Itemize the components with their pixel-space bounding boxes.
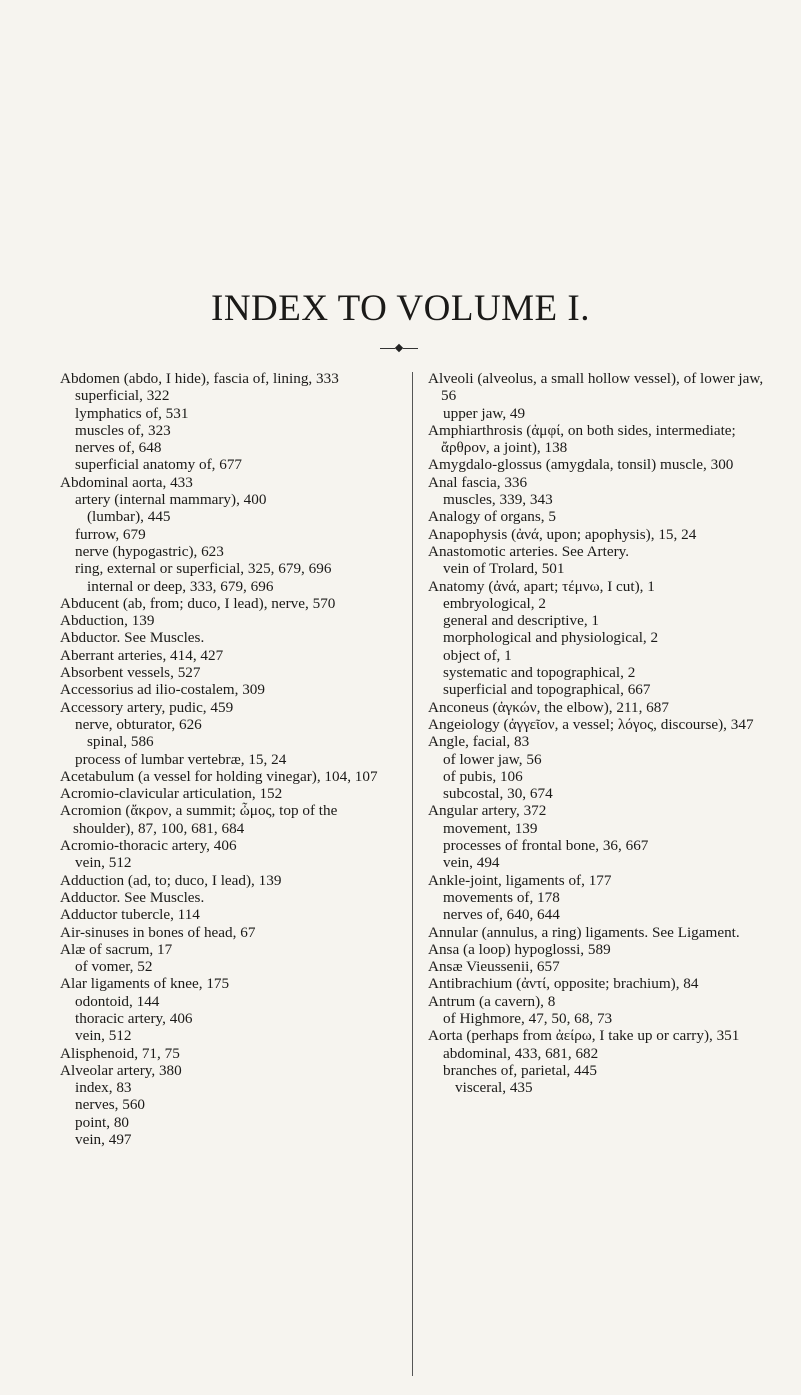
- index-entry: nerves of, 640, 644: [443, 906, 560, 924]
- index-entry: Abduction, 139: [60, 612, 155, 630]
- index-entry: Amphiarthrosis (ἀμφί, on both sides, intermediate; ἄρθρον, a joint), 138: [428, 421, 736, 457]
- column-divider: [412, 372, 413, 1376]
- index-entry: Antibrachium (ἀντί, opposite; brachium), 84: [428, 975, 699, 993]
- index-entry: Ankle-joint, ligaments of, 177: [428, 871, 612, 889]
- index-entry: point, 80: [75, 1113, 130, 1131]
- index-entry: Aberrant arteries, 414, 427: [60, 646, 224, 664]
- index-entry: internal or deep, 333, 679, 696: [87, 577, 274, 595]
- index-entry: Ansa (a loop) hypoglossi, 589: [428, 940, 611, 958]
- index-entry: movement, 139: [443, 819, 538, 837]
- index-entry: Annular (annulus, a ring) ligaments. See Ligament.: [428, 923, 740, 941]
- index-entry: Amygdalo-glossus (amygdala, tonsil) muscle, 300: [428, 456, 734, 474]
- index-entry: Angle, facial, 83: [428, 733, 530, 751]
- index-entry: Acromio-clavicular articulation, 152: [60, 785, 283, 803]
- index-entry: superficial anatomy of, 677: [75, 456, 243, 474]
- index-entry: Acetabulum (a vessel for holding vinegar), 104, 107: [60, 767, 378, 785]
- index-entry: of lower jaw, 56: [443, 750, 542, 768]
- index-entry: systematic and topographical, 2: [443, 664, 636, 682]
- index-entry: nerves, 560: [75, 1096, 146, 1114]
- index-column-right: [428, 370, 768, 1096]
- index-entry: index, 83: [75, 1079, 132, 1097]
- index-entry: furrow, 679: [75, 525, 146, 543]
- index-entry: movements of, 178: [443, 888, 560, 906]
- index-entry: vein, 497: [75, 1131, 132, 1149]
- page-title: INDEX TO VOLUME I.: [211, 288, 590, 329]
- index-entry: Alæ of sacrum, 17: [60, 940, 173, 958]
- index-entry: Adductor. See Muscles.: [60, 888, 205, 906]
- index-entry: of vomer, 52: [75, 958, 153, 976]
- index-entry: Abdominal aorta, 433: [60, 473, 193, 491]
- index-entry: upper jaw, 49: [443, 404, 526, 422]
- index-entry: Accessory artery, pudic, 459: [60, 698, 234, 716]
- index-entry: nerves of, 648: [75, 439, 162, 457]
- index-entry: Anastomotic arteries. See Artery.: [428, 542, 630, 560]
- index-entry: of pubis, 106: [443, 767, 523, 785]
- index-entry: object of, 1: [443, 646, 512, 664]
- index-entry: Acromio-thoracic artery, 406: [60, 837, 237, 855]
- index-entry: Angular artery, 372: [428, 802, 547, 820]
- index-entry: Air-sinuses in bones of head, 67: [60, 923, 256, 941]
- index-entry: Anconeus (ἀγκών, the elbow), 211, 687: [428, 698, 669, 716]
- index-entry: thoracic artery, 406: [75, 1009, 193, 1027]
- index-entry: (lumbar), 445: [87, 508, 171, 526]
- index-entry: vein, 512: [75, 854, 132, 872]
- index-entry: superficial, 322: [75, 387, 170, 405]
- index-entry: processes of frontal bone, 36, 667: [443, 837, 649, 855]
- index-entry: lymphatics of, 531: [75, 404, 189, 422]
- index-entry: abdominal, 433, 681, 682: [443, 1044, 599, 1062]
- index-entry: Anatomy (ἀνά, apart; τέμνω, I cut), 1: [428, 577, 655, 595]
- title-ornament: [380, 345, 418, 353]
- index-entry: vein, 512: [75, 1027, 132, 1045]
- index-entry: nerve (hypogastric), 623: [75, 542, 224, 560]
- index-entry: subcostal, 30, 674: [443, 785, 553, 803]
- index-entry: Alveoli (alveolus, a small hollow vessel), of lower jaw, 56: [428, 370, 764, 405]
- index-entry: Angeiology (ἀγγεῖον, a vessel; λόγος, discourse), 347: [428, 715, 754, 733]
- index-entry: vein of Trolard, 501: [443, 560, 565, 578]
- index-entry: branches of, parietal, 445: [443, 1061, 597, 1079]
- index-entry: spinal, 586: [87, 733, 154, 751]
- index-entry: Abducent (ab, from; duco, I lead), nerve, 570: [60, 594, 336, 612]
- index-entry: superficial and topographical, 667: [443, 681, 651, 699]
- index-entry: Analogy of organs, 5: [428, 508, 556, 526]
- index-entry: Antrum (a cavern), 8: [428, 992, 556, 1010]
- index-entry: of Highmore, 47, 50, 68, 73: [443, 1009, 613, 1027]
- index-entry: ring, external or superficial, 325, 679, 696: [75, 560, 332, 578]
- index-entry: morphological and physiological, 2: [443, 629, 659, 647]
- index-entry: Anal fascia, 336: [428, 473, 528, 491]
- index-entry: vein, 494: [443, 854, 500, 872]
- index-entry: odontoid, 144: [75, 992, 160, 1010]
- index-entry: embryological, 2: [443, 594, 546, 612]
- index-entry: Acromion (ἄκρον, a summit; ὦμος, top of the shoulder), 87, 100, 681, 684: [60, 802, 338, 837]
- index-entry: Alveolar artery, 380: [60, 1061, 182, 1079]
- index-entry: general and descriptive, 1: [443, 612, 600, 630]
- index-entry: visceral, 435: [455, 1079, 533, 1097]
- index-entry: Abductor. See Muscles.: [60, 629, 205, 647]
- index-entry: nerve, obturator, 626: [75, 715, 202, 733]
- index-entry: Aorta (perhaps from ἀείρω, I take up or carry), 351: [428, 1027, 740, 1045]
- index-entry: muscles, 339, 343: [443, 491, 553, 509]
- index-entry: Alisphenoid, 71, 75: [60, 1044, 180, 1062]
- index-entry: Alar ligaments of knee, 175: [60, 975, 230, 993]
- index-entry: artery (internal mammary), 400: [75, 491, 267, 509]
- index-entry: muscles of, 323: [75, 421, 171, 439]
- index-column-left: [60, 370, 400, 1148]
- index-entry: Anapophysis (ἀνά, upon; apophysis), 15, 24: [428, 525, 697, 543]
- index-entry: Ansæ Vieussenii, 657: [428, 958, 560, 976]
- index-entry: Accessorius ad ilio-costalem, 309: [60, 681, 265, 699]
- index-entry: Absorbent vessels, 527: [60, 664, 201, 682]
- index-entry: process of lumbar vertebræ, 15, 24: [75, 750, 287, 768]
- index-entry: Abdomen (abdo, I hide), fascia of, lining, 333: [60, 370, 339, 387]
- index-entry: Adduction (ad, to; duco, I lead), 139: [60, 871, 282, 889]
- index-entry: Adductor tubercle, 114: [60, 906, 200, 924]
